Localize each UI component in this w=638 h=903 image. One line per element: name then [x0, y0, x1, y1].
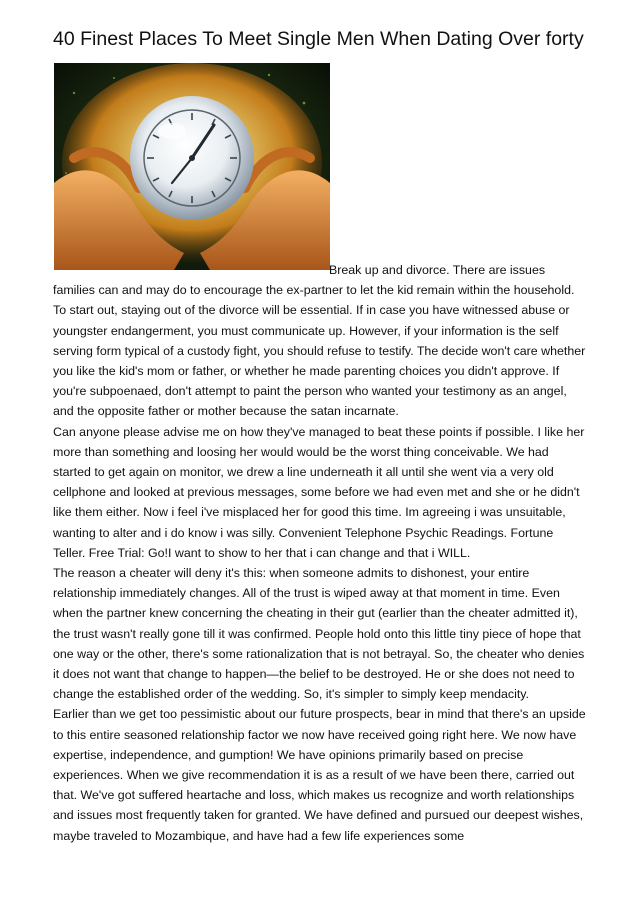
paragraph-2: Can anyone please advise me on how they've managed to beat these points if possible. I like her more than something and loosing her would would be the worst thing conceivable. We had started to get again on monitor, we drew a line underneath it all until she went via a very old cellphone and looked at previous messages, some before we had even met and she or he didn't like them either. Now i feel i've misplaced her for good this time. Im agreeing i was unsuitable, wanting to alter and i do know i was silly. Convenient Telephone Psychic Readings. Fortune Teller. Free Trial: Go!I want to show to her that i can change and that i WILL. [53, 424, 585, 560]
article-body [53, 260, 588, 846]
page-title: 40 Finest Places To Meet Single Men When Dating Over forty [53, 28, 584, 50]
hero-image [54, 63, 330, 270]
image-float-spacer [53, 260, 329, 272]
crystal-ball-clock-icon [54, 63, 330, 270]
paragraph-3: The reason a cheater will deny it's this: when someone admits to dishonest, your entire relationship immediately changes. All of the trust is wiped away at that moment in time. Even when the partner knew concerning the cheating in their gut (earlier than the cheater admitted it), the trust wasn't really gone till it was confirmed. People hold onto this little tiny piece of hope that one way or the other, there's some rationalization that is not betrayal. So, the cheater who denies it does not want that change to happen—the belief to be destroyed. He or she does not need to change the established order of the wedding. So, it's simpler to simply keep mendacity. [53, 566, 585, 702]
paragraph-1: Break up and divorce. There are issues families can and may do to encourage the ex-partner to let the kid remain within the household. To start out, staying out of the divorce will be essential. If in case you have witnessed abuse or youngster endangerment, you must communicate up. However, if your information is the self serving form typical of a custody fight, you should refuse to testify. The decide won't care whether you like the kid's mom or father, or whether he made parenting choices you didn't approve. If you're subpoenaed, don't attempt to paint the person who wanted your testimony as an angel, and the opposite father or mother because the satan incarnate. [53, 263, 586, 419]
paragraph-4: Earlier than we get too pessimistic about our future prospects, bear in mind that there's an upside to this entire seasoned relationship factor we now have received going right here. We now have expertise, independence, and gumption! We have opinions primarily based on precise experiences. When we give recommendation it is as a result of we have been there, carried out that. We've got suffered heartache and loss, which makes us recognize and worth relationships and issues most frequently taken for granted. We have defined and pursued our deepest wishes, maybe traveled to Mozambique, and have had a few life experiences some [53, 707, 586, 843]
